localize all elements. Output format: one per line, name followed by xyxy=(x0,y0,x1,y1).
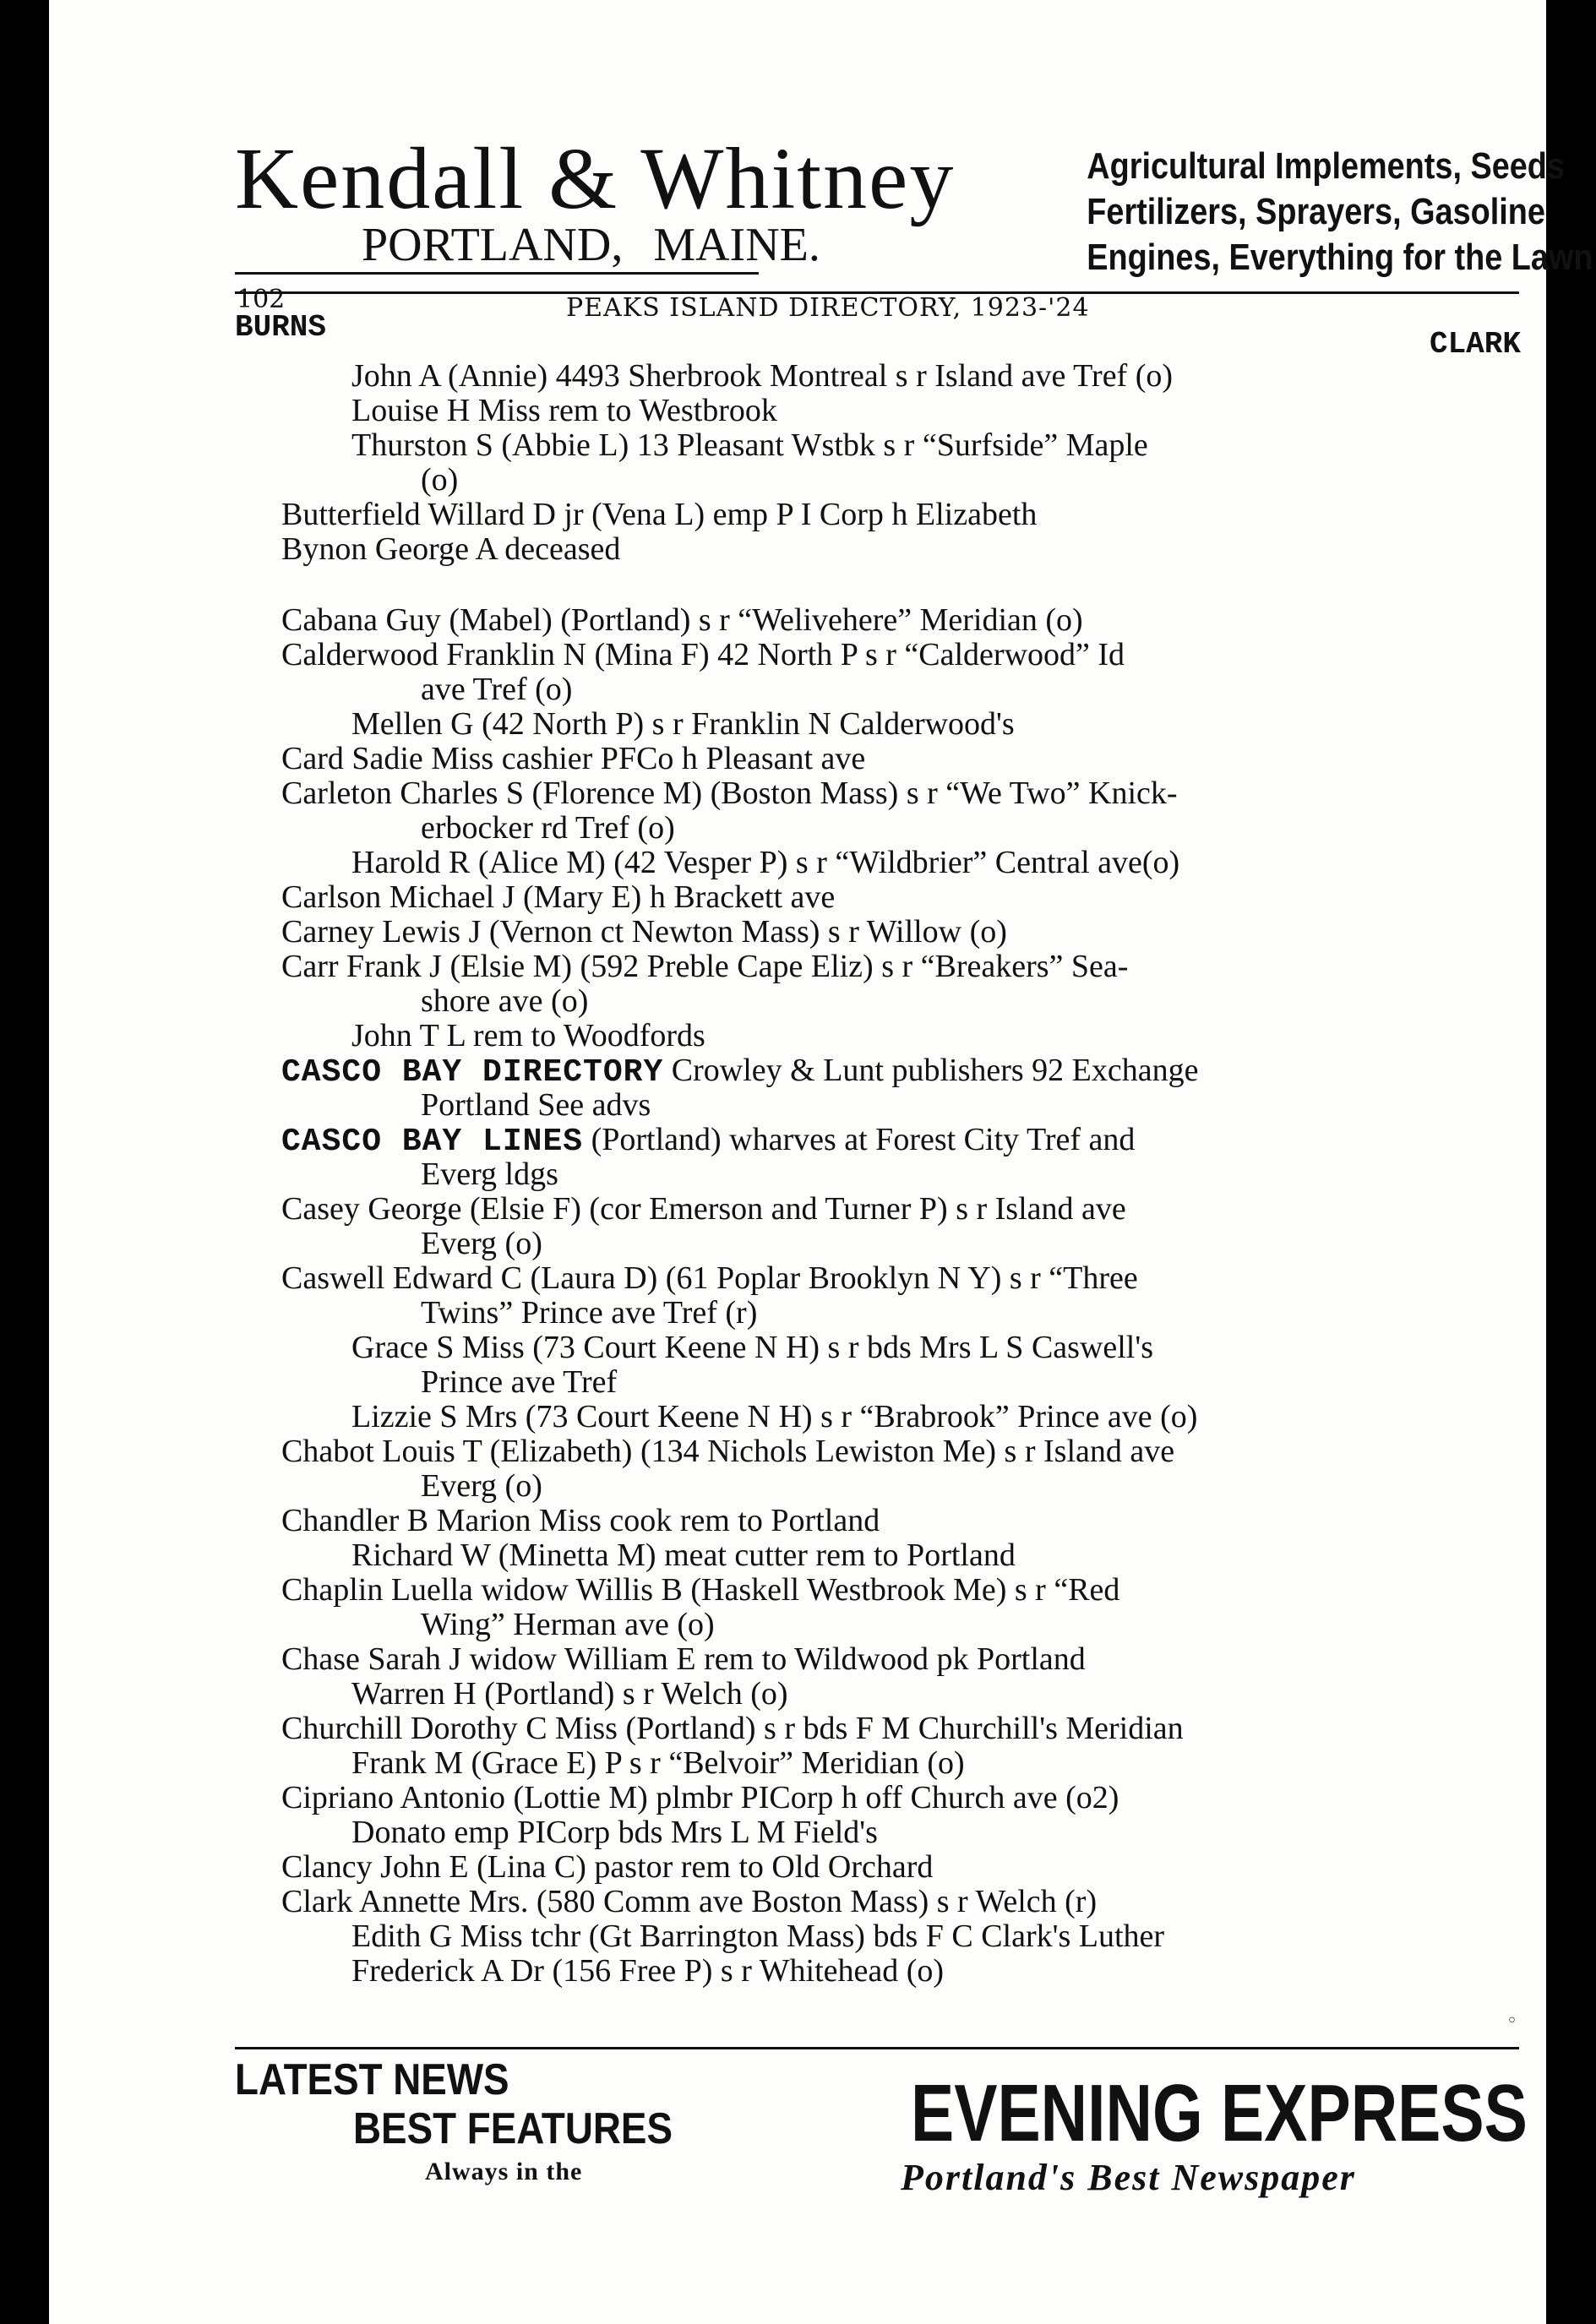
directory-entry xyxy=(49,742,1546,776)
directory-entry xyxy=(49,1954,1546,1989)
entry-text: Chase Sarah J widow William E rem to Wildwood pk Portland xyxy=(281,1641,1086,1677)
entry-text: Cipriano Antonio (Lottie M) plmbr PICorp h off Church ave (o2) xyxy=(281,1780,1119,1815)
entry-text: Frank M (Grace E) P s r “Belvoir” Meridian (o) xyxy=(351,1745,965,1781)
directory-entry xyxy=(49,1019,1546,1053)
entry-continuation xyxy=(49,463,1546,498)
entry-text: Twins” Prince ave Tref (r) xyxy=(421,1295,758,1331)
entry-continuation xyxy=(49,1088,1546,1123)
entry-continuation xyxy=(49,1608,1546,1642)
advertiser-name: Kendall & Whitney xyxy=(235,130,956,227)
directory-entry xyxy=(49,1573,1546,1608)
entry-text: Mellen G (42 North P) s r Franklin N Calderwood's xyxy=(351,706,1015,742)
advertiser-location xyxy=(362,220,820,270)
entry-text: Churchill Dorothy C Miss (Portland) s r bds F M Churchill's Meridian xyxy=(281,1711,1184,1746)
entry-text: Lizzie S Mrs (73 Court Keene N H) s r “Brabrook” Prince ave (o) xyxy=(351,1399,1198,1434)
entry-bold-name: CASCO BAY DIRECTORY xyxy=(281,1054,664,1091)
directory-entry xyxy=(49,1746,1546,1781)
product-line: Agricultural Implements, Seeds xyxy=(1087,145,1565,187)
entry-text: John T L rem to Woodfords xyxy=(351,1018,705,1053)
directory-entry xyxy=(49,1538,1546,1573)
entry-text: ave Tref (o) xyxy=(421,672,573,707)
entry-text: Grace S Miss (73 Court Keene N H) s r bds Mrs L S Caswell's xyxy=(351,1330,1153,1365)
product-line: Engines, Everything for the Lawn xyxy=(1087,237,1593,278)
newspaper-title: EVENING EXPRESS xyxy=(911,2068,1528,2158)
newspaper-slogan: Portland's Best Newspaper xyxy=(901,2157,1356,2198)
directory-entry xyxy=(49,1815,1546,1850)
directory-entry xyxy=(49,1053,1546,1091)
entry-text: Chaplin Luella widow Willis B (Haskell Westbrook Me) s r “Red xyxy=(281,1572,1120,1608)
entry-text: Louise H Miss rem to Westbrook xyxy=(351,393,777,428)
entry-text: John A (Annie) 4493 Sherbrook Montreal s r Island ave Tref (o) xyxy=(351,358,1174,394)
entry-text: (o) xyxy=(421,462,459,498)
entry-text: Calderwood Franklin N (Mina F) 42 North P s r “Calderwood” Id xyxy=(281,637,1125,672)
entry-text: Card Sadie Miss cashier PFCo h Pleasant ave xyxy=(281,741,866,776)
directory-entry xyxy=(49,1677,1546,1712)
advertiser-products xyxy=(1087,144,1593,280)
directory-entry xyxy=(49,707,1546,742)
entry-continuation xyxy=(49,1365,1546,1400)
stray-mark: ◦ xyxy=(1506,2011,1517,2032)
entry-text: shore ave (o) xyxy=(421,983,589,1019)
directory-entry xyxy=(49,532,1546,567)
entry-text: (Portland) wharves at Forest City Tref and xyxy=(583,1122,1136,1157)
entry-continuation xyxy=(49,1296,1546,1331)
directory-entry xyxy=(49,603,1546,638)
entry-text: Chandler B Marion Miss cook rem to Portland xyxy=(281,1503,880,1538)
entry-continuation xyxy=(49,984,1546,1019)
kendall-whitney-advertisement xyxy=(235,130,1593,291)
entry-text: Frederick A Dr (156 Free P) s r Whitehead (o) xyxy=(351,1953,945,1989)
directory-entry xyxy=(49,638,1546,672)
entry-continuation xyxy=(49,1157,1546,1192)
directory-entry xyxy=(49,915,1546,950)
section-gap xyxy=(49,567,1546,603)
entry-text: Bynon George A deceased xyxy=(281,531,621,567)
directory-entry xyxy=(49,1642,1546,1677)
directory-entry xyxy=(49,1192,1546,1227)
entry-text: Carney Lewis J (Vernon ct Newton Mass) s r Willow (o) xyxy=(281,914,1007,950)
directory-entry xyxy=(49,1504,1546,1538)
entry-text: Carleton Charles S (Florence M) (Boston Mass) s r “We Two” Knick- xyxy=(281,776,1178,811)
advertiser-city: PORTLAND, xyxy=(362,219,624,271)
directory-entry xyxy=(49,1885,1546,1919)
directory-entry xyxy=(49,1434,1546,1469)
ad-line-latest-news: LATEST NEWS xyxy=(235,2055,509,2104)
directory-page xyxy=(49,0,1593,2324)
directory-entry xyxy=(49,428,1546,463)
entry-text: Portland See advs xyxy=(421,1087,651,1123)
entry-text: Cabana Guy (Mabel) (Portland) s r “Welivehere” Meridian (o) xyxy=(281,602,1083,638)
advertiser-state: MAINE. xyxy=(653,219,820,271)
entry-text: Thurston S (Abbie L) 13 Pleasant Wstbk s r “Surfside” Maple xyxy=(351,427,1148,463)
directory-entry xyxy=(49,1781,1546,1815)
guide-word-right: CLARK xyxy=(1429,327,1521,362)
directory-entry xyxy=(49,776,1546,811)
entry-text: Chabot Louis T (Elizabeth) (134 Nichols Lewiston Me) s r Island ave xyxy=(281,1434,1175,1469)
entry-text: Richard W (Minetta M) meat cutter rem to Portland xyxy=(351,1538,1016,1573)
entry-text: Wing” Herman ave (o) xyxy=(421,1607,715,1642)
directory-entry xyxy=(49,1400,1546,1434)
directory-entry xyxy=(49,359,1546,394)
entry-text: Clancy John E (Lina C) pastor rem to Old Orchard xyxy=(281,1849,934,1885)
entry-text: Everg ldgs xyxy=(421,1157,558,1192)
directory-entry xyxy=(49,1850,1546,1885)
ad-line-best-features: BEST FEATURES xyxy=(353,2104,673,2153)
directory-entry xyxy=(49,1919,1546,1954)
entry-text: Donato emp PICorp bds Mrs L M Field's xyxy=(351,1815,878,1850)
directory-listings xyxy=(49,359,1546,1989)
directory-entry xyxy=(49,1712,1546,1746)
entry-text: Prince ave Tref xyxy=(421,1364,618,1400)
directory-entry xyxy=(49,1261,1546,1296)
entry-text: Butterfield Willard D jr (Vena L) emp P I Corp h Elizabeth xyxy=(281,497,1038,532)
evening-express-advertisement xyxy=(235,2055,1528,2207)
directory-entry xyxy=(49,394,1546,428)
directory-entry xyxy=(49,880,1546,915)
entry-text: Casey George (Elsie F) (cor Emerson and Turner P) s r Island ave xyxy=(281,1191,1126,1227)
entry-continuation xyxy=(49,1227,1546,1261)
entry-text: Carlson Michael J (Mary E) h Brackett ave xyxy=(281,879,836,915)
guide-word-left: BURNS xyxy=(235,310,327,345)
entry-text: Edith G Miss tchr (Gt Barrington Mass) bds F C Clark's Luther xyxy=(351,1919,1165,1954)
directory-entry xyxy=(49,950,1546,984)
entry-text: Everg (o) xyxy=(421,1226,542,1261)
advertiser-underline xyxy=(235,272,759,275)
product-line: Fertilizers, Sprayers, Gasoline xyxy=(1087,191,1545,232)
entry-text: Crowley & Lunt publishers 92 Exchange xyxy=(663,1053,1199,1088)
entry-text: Caswell Edward C (Laura D) (61 Poplar Brooklyn N Y) s r “Three xyxy=(281,1260,1138,1296)
entry-text: Carr Frank J (Elsie M) (592 Preble Cape Eliz) s r “Breakers” Sea- xyxy=(281,949,1129,984)
directory-entry xyxy=(49,498,1546,532)
directory-entry xyxy=(49,1122,1546,1160)
directory-entry xyxy=(49,1331,1546,1365)
ad-line-always-in-the: Always in the xyxy=(425,2158,583,2185)
directory-entry xyxy=(49,846,1546,880)
entry-text: Warren H (Portland) s r Welch (o) xyxy=(351,1676,788,1712)
entry-text: Clark Annette Mrs. (580 Comm ave Boston Mass) s r Welch (r) xyxy=(281,1884,1098,1919)
footer-rule xyxy=(235,2047,1519,2049)
entry-text: Harold R (Alice M) (42 Vesper P) s r “Wildbrier” Central ave(o) xyxy=(351,845,1180,880)
entry-text: Everg (o) xyxy=(421,1468,542,1504)
running-head-title: PEAKS ISLAND DIRECTORY, 1923-'24 xyxy=(566,293,1090,323)
entry-continuation xyxy=(49,1469,1546,1504)
entry-continuation xyxy=(49,811,1546,846)
page-number: 102 xyxy=(237,285,286,314)
entry-text: erbocker rd Tref (o) xyxy=(421,810,675,846)
entry-continuation xyxy=(49,672,1546,707)
entry-bold-name: CASCO BAY LINES xyxy=(281,1124,584,1160)
